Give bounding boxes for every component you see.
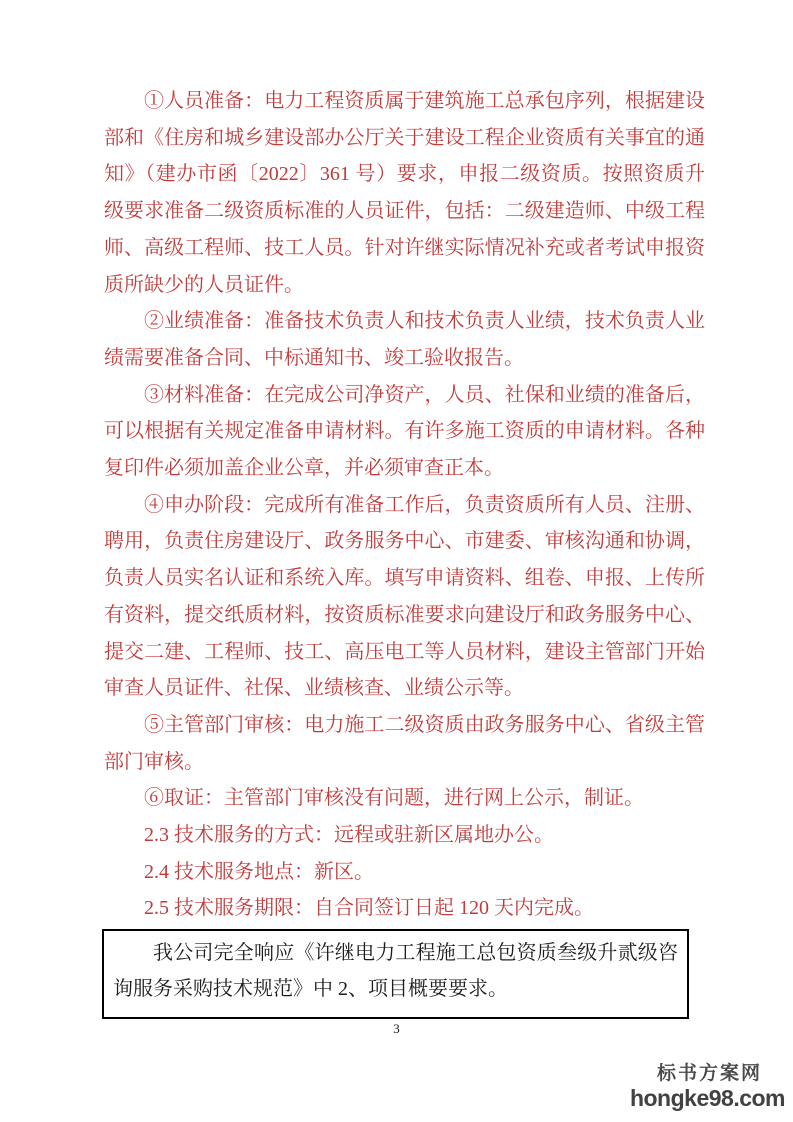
paragraph-performance-prep: ②业绩准备：准备技术负责人和技术负责人业绩，技术负责人业绩需要准备合同、中标通知书、竣工验收报告。 bbox=[104, 310, 705, 369]
paragraph-service-deadline: 2.5 技术服务期限：自合同签订日起 120 天内完成。 bbox=[144, 897, 594, 920]
paragraph-application-stage: ④申办阶段：完成所有准备工作后，负责资质所有人员、注册、聘用，负责住房建设厅、政务服务中心、市建委、审核沟通和协调，负责人员实名认证和系统入库。填写申请资料、组卷、申报、上传所有资料，提交纸质材料，按资质标准要求向建设厅和政务服务中心、提交二建、工程师、技工、高压电工等人员材料，建设主管部门开始审查人员证件、社保、业绩核查、业绩公示等。 bbox=[104, 493, 705, 700]
paragraph-service-method: 2.3 技术服务的方式：远程或驻新区属地办公。 bbox=[144, 824, 554, 847]
watermark-site-url: hongke98.com bbox=[629, 1084, 785, 1111]
paragraph-authority-review: ⑤主管部门审核：电力施工二级资质由政务服务中心、省级主管部门审核。 bbox=[104, 713, 705, 773]
page-number: 3 bbox=[393, 1021, 400, 1036]
watermark-site-name: 标书方案网 bbox=[656, 1063, 762, 1084]
response-box-text: 我公司完全响应《许继电力工程施工总包资质叁级升贰级咨询服务采购技术规范》中 2、项目概要要求。 bbox=[113, 942, 678, 1000]
paragraph-certification: ⑥取证：主管部门审核没有问题，进行网上公示，制证。 bbox=[144, 787, 644, 810]
response-box bbox=[102, 929, 689, 1019]
watermark-logo bbox=[630, 1064, 785, 1111]
paragraph-material-prep: ③材料准备：在完成公司净资产，人员、社保和业绩的准备后，可以根据有关规定准备申请材料。有许多施工资质的申请材料。各种复印件必须加盖企业公章，并必须审查正本。 bbox=[104, 383, 705, 480]
paragraph-personnel-prep: ①人员准备：电力工程资质属于建筑施工总承包序列，根据建设部和《住房和城乡建设部办公厅关于建设工程企业资质有关事宜的通知》（建办市函〔2022〕361 号）要求，申报二级资质。按照资质升级要求准备二级资质标准的人员证件，包括：二级建造师、中级工程师、高级工程师、技工人员。针对许继实际情况补充或者考试申报资质所缺少的人员证件。 bbox=[104, 90, 705, 296]
document-body bbox=[104, 83, 705, 927]
paragraph-service-location: 2.4 技术服务地点：新区。 bbox=[144, 860, 374, 883]
